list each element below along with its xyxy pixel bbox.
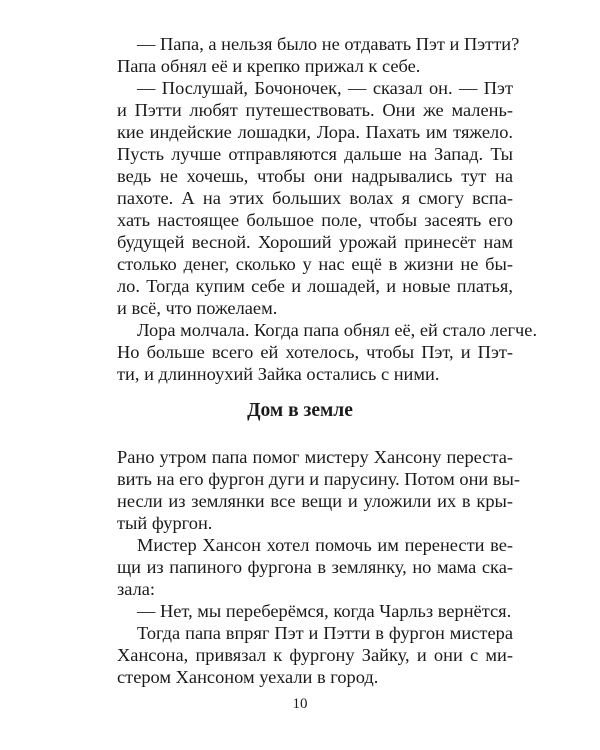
text-line: щи из папиного фургона в землянку, но мама ска- — [117, 557, 513, 577]
text-line: — Папа, а нельзя было не отдавать Пэт и Пэтти? — [137, 34, 520, 54]
text-line: тый фургон. — [117, 513, 213, 533]
chapter-heading: Дом в земле — [247, 400, 353, 421]
text-line: и Пэтти любят путешествовать. Они же малень- — [117, 100, 513, 120]
text-line: ведь не хочешь, чтобы они надрывались тут на — [117, 166, 513, 186]
text-line: Хансона, привязал к фургону Зайку, и они с ми- — [117, 645, 513, 665]
text-line: — Послушай, Бочоночек, — сказал он. — Пэт — [137, 78, 513, 98]
text-line: несли из землянки все вещи и уложили их в кры- — [117, 491, 513, 511]
text-line: ти, и длинноухий Зайка остались с ними. — [117, 364, 440, 384]
text-line: хать настоящее большое поле, чтобы засеять его — [117, 210, 513, 230]
text-line: ло. Тогда купим себе и лошадей, и новые платья, — [117, 276, 513, 296]
page-number: 10 — [292, 696, 308, 712]
text-line: Мистер Хансон хотел помочь им перенести ве- — [137, 535, 513, 555]
text-line: стером Хансоном уехали в город. — [117, 667, 379, 687]
text-line: пахоте. А на этих больших волах я смогу вспа- — [117, 188, 513, 208]
text-line: столько денег, сколько у нас ещё в жизни не бы- — [117, 254, 513, 274]
text-line: зала: — [117, 579, 156, 599]
text-line: Рано утром папа помог мистеру Хансону переста- — [117, 447, 513, 467]
text-line: Тогда папа впряг Пэт и Пэтти в фургон мистера — [137, 623, 513, 643]
text-line: Пусть лучше отправляются дальше на Запад. Ты — [117, 144, 513, 164]
text-line: будущей весной. Хороший урожай принесёт нам — [117, 232, 513, 252]
text-line: вить на его фургон дуги и парусину. Потом они вы- — [117, 469, 521, 489]
text-line: и всё, что пожелаем. — [117, 298, 278, 318]
text-line: кие индейские лошадки, Лора. Пахать им тяжело. — [117, 122, 513, 142]
text-line: Но больше всего ей хотелось, чтобы Пэт, и Пэт- — [117, 342, 513, 362]
text-line: Папа обнял её и крепко прижал к себе. — [117, 56, 421, 76]
text-line: Лора молчала. Когда папа обнял её, ей стало легче. — [137, 320, 538, 340]
text-line: — Нет, мы переберёмся, когда Чарльз вернётся. — [137, 601, 512, 621]
